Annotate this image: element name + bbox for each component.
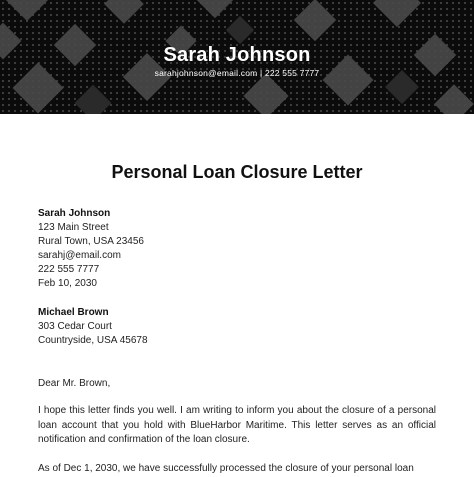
document-title: Personal Loan Closure Letter	[111, 162, 363, 182]
header-name: Sarah Johnson	[163, 44, 311, 66]
header-banner	[0, 0, 474, 114]
recipient-street: 303 Cedar Court	[38, 321, 112, 332]
recipient-name: Michael Brown	[38, 307, 109, 318]
sender-name: Sarah Johnson	[38, 208, 111, 219]
letter-date: Feb 10, 2030	[38, 278, 97, 289]
body-paragraph: I hope this letter finds you well. I am writing to inform you about the closure of a personal loan account that you hold with BlueHarbor Maritime. This letter serves as an official notification and confirmation of the loan closure.	[38, 405, 436, 445]
sender-email: sarahj@email.com	[38, 250, 121, 261]
sender-street: 123 Main Street	[38, 222, 109, 233]
sender-city: Rural Town, USA 23456	[38, 236, 144, 247]
sender-phone: 222 555 7777	[38, 264, 100, 275]
header-contact: sarahjohnson@email.com | 222 555 7777	[154, 68, 320, 78]
body-paragraph: As of Dec 1, 2030, we have successfully processed the closure of your personal loan	[38, 463, 414, 474]
recipient-city: Countryside, USA 45678	[38, 335, 148, 346]
salutation: Dear Mr. Brown,	[38, 378, 111, 389]
